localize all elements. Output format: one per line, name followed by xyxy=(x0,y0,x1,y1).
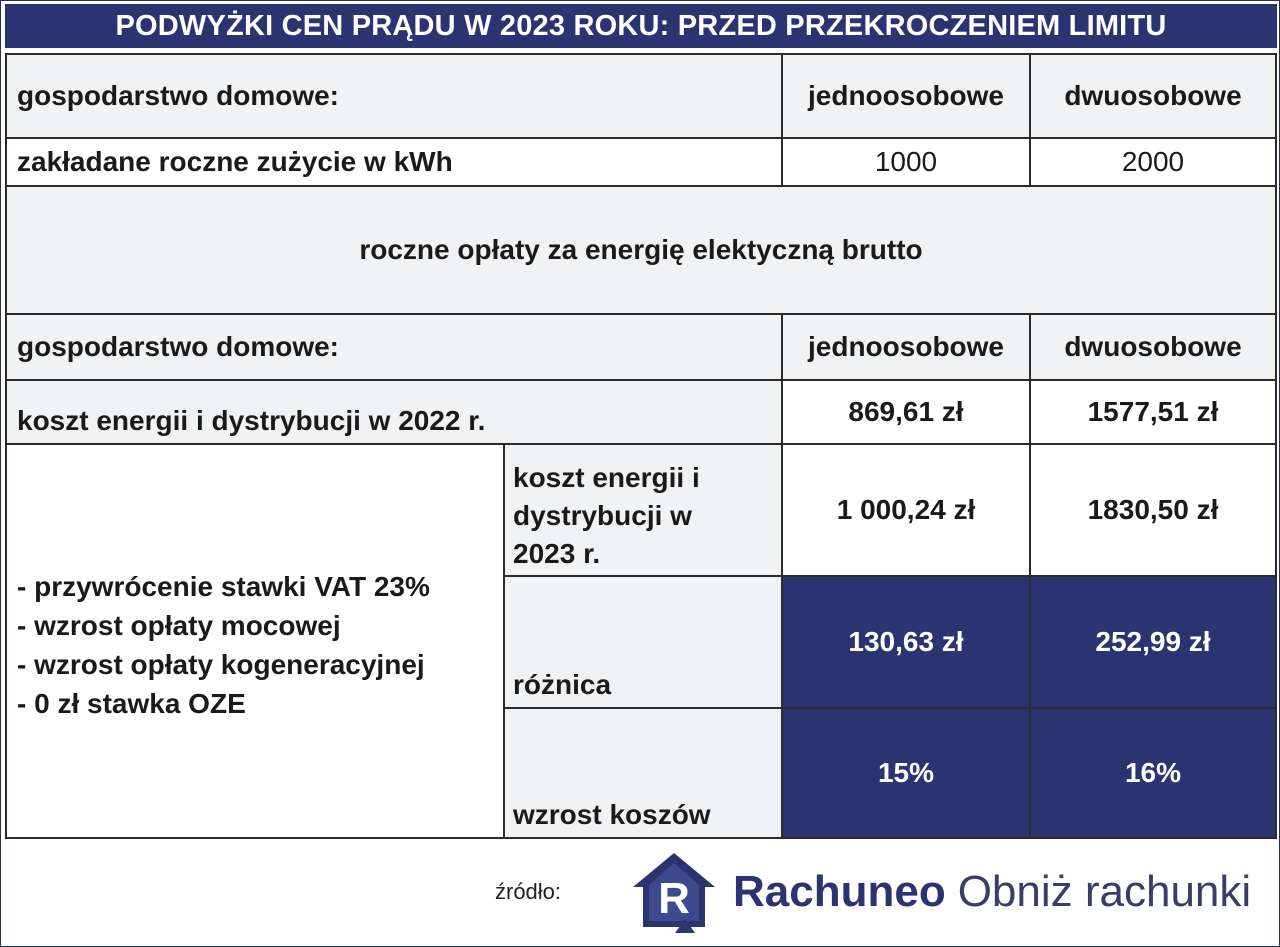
household-type-label-2: gospodarstwo domowe: xyxy=(5,313,783,381)
factor-item: - wzrost opłaty kogeneracyjnej xyxy=(17,649,425,680)
price-factors-list xyxy=(5,443,505,839)
factor-item: - przywrócenie stawki VAT 23% xyxy=(17,571,430,602)
source-label: źródło: xyxy=(495,879,562,904)
column-header-double-2: dwuosobowe xyxy=(1029,313,1277,381)
cost-increase-single: 15% xyxy=(781,707,1031,839)
cost-2023-label-line: dystrybucji w xyxy=(513,500,692,531)
annual-usage-label: zakładane roczne zużycie w kWh xyxy=(5,137,783,187)
section-title: roczne opłaty za energię elektyczną brutto xyxy=(5,185,1277,315)
brand-name: Rachuneo xyxy=(733,867,946,916)
household-type-label: gospodarstwo domowe: xyxy=(5,53,783,139)
cost-2023-label-line: 2023 r. xyxy=(513,538,601,569)
cost-2023-label-line: koszt energii i xyxy=(513,462,700,493)
cost-increase-label: wzrost koszów xyxy=(503,707,783,839)
cost-2023-double: 1830,50 zł xyxy=(1029,443,1277,577)
cost-2023-label xyxy=(503,443,783,577)
brand-tagline: Obniż rachunki xyxy=(957,867,1252,916)
annual-usage-single: 1000 xyxy=(781,137,1031,187)
cost-2022-label: koszt energii i dystrybucji w 2022 r. xyxy=(5,379,783,445)
cost-increase-double: 16% xyxy=(1029,707,1277,839)
factor-item: - wzrost opłaty mocowej xyxy=(17,610,341,641)
factor-item: - 0 zł stawka OZE xyxy=(17,688,246,719)
brand-wordmark xyxy=(733,867,1251,917)
difference-single: 130,63 zł xyxy=(781,575,1031,709)
svg-text:R: R xyxy=(658,874,690,923)
source-footer xyxy=(5,839,1277,943)
column-header-double: dwuosobowe xyxy=(1029,53,1277,139)
cost-2022-single: 869,61 zł xyxy=(781,379,1031,445)
cost-2023-single: 1 000,24 zł xyxy=(781,443,1031,577)
rachuneo-house-r-icon xyxy=(629,849,719,933)
difference-label: różnica xyxy=(503,575,783,709)
column-header-single-2: jednoosobowe xyxy=(781,313,1031,381)
annual-usage-double: 2000 xyxy=(1029,137,1277,187)
column-header-single: jednoosobowe xyxy=(781,53,1031,139)
cost-2022-double: 1577,51 zł xyxy=(1029,379,1277,445)
page-title: PODWYŻKI CEN PRĄDU W 2023 ROKU: PRZED PRZEKROCZENIEM LIMITU xyxy=(5,4,1277,48)
difference-double: 252,99 zł xyxy=(1029,575,1277,709)
